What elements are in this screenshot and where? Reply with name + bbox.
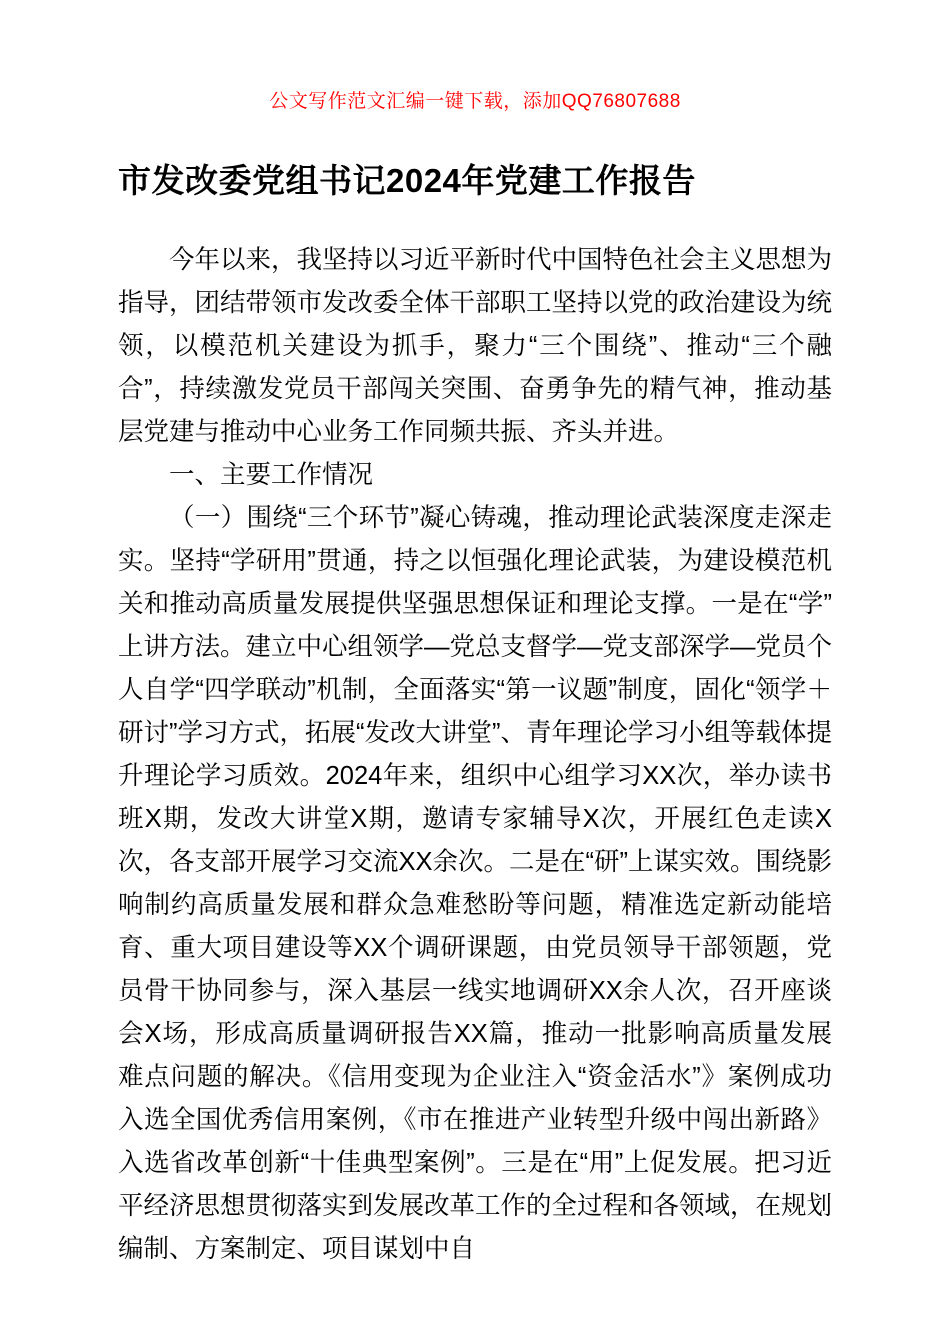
page-title: 市发改委党组书记2024年党建工作报告 — [118, 162, 696, 199]
paragraph: （一）围绕“三个环节”凝心铸魂，推动理论武装深度走深走实。坚持“学研用”贯通，持之以恒强化理论武装，为建设模范机关和推动高质量发展提供坚强思想保证和理论支撑。一是在“学”上讲方法。建立中心组领学—党总支督学—党支部深学—党员个人自学“四学联动”机制，全面落实“第一议题”制度，固化“领学＋研讨”学习方式，拓展“发改大讲堂”、青年理论学习小组等载体提升理论学习质效。2024年来，组织中心组学习XX次，举办读书班X期，发改大讲堂X期，邀请专家辅导X次，开展红色走读X次，各支部开展学习交流XX余次。二是在“研”上谋实效。围绕影响制约高质量发展和群众急难愁盼等问题，精准选定新动能培育、重大项目建设等XX个调研课题，由党员领导干部领题，党员骨干协同参与，深入基层一线实地调研XX余人次，召开座谈会X场，形成高质量调研报告XX篇，推动一批影响高质量发展难点问题的解决。《信用变现为企业注入“资金活水”》案例成功入选全国优秀信用案例，《市在推进产业转型升级中闯出新路》入选省改革创新“十佳典型案例”。三是在“用”上促发展。把习近平经济思想贯彻落实到发展改革工作的全过程和各领域，在规划编制、方案制定、项目谋划中自 — [118, 503, 833, 1263]
section-heading-1: 一、主要工作情况 — [169, 460, 374, 489]
document-body — [118, 203, 832, 1271]
watermark-text: 公文写作范文汇编一键下载，添加QQ76807688 — [269, 91, 681, 112]
paragraph: 今年以来，我坚持以习近平新时代中国特色社会主义思想为指导，团结带领市发改委全体干部职工坚持以党的政治建设为统领，以模范机关建设为抓手，聚力“三个围绕”、推动“三个融合”，持续激发党员干部闯关突围、奋勇争先的精气神，推动基层党建与推动中心业务工作同频共振、齐头并进。 — [118, 245, 833, 446]
